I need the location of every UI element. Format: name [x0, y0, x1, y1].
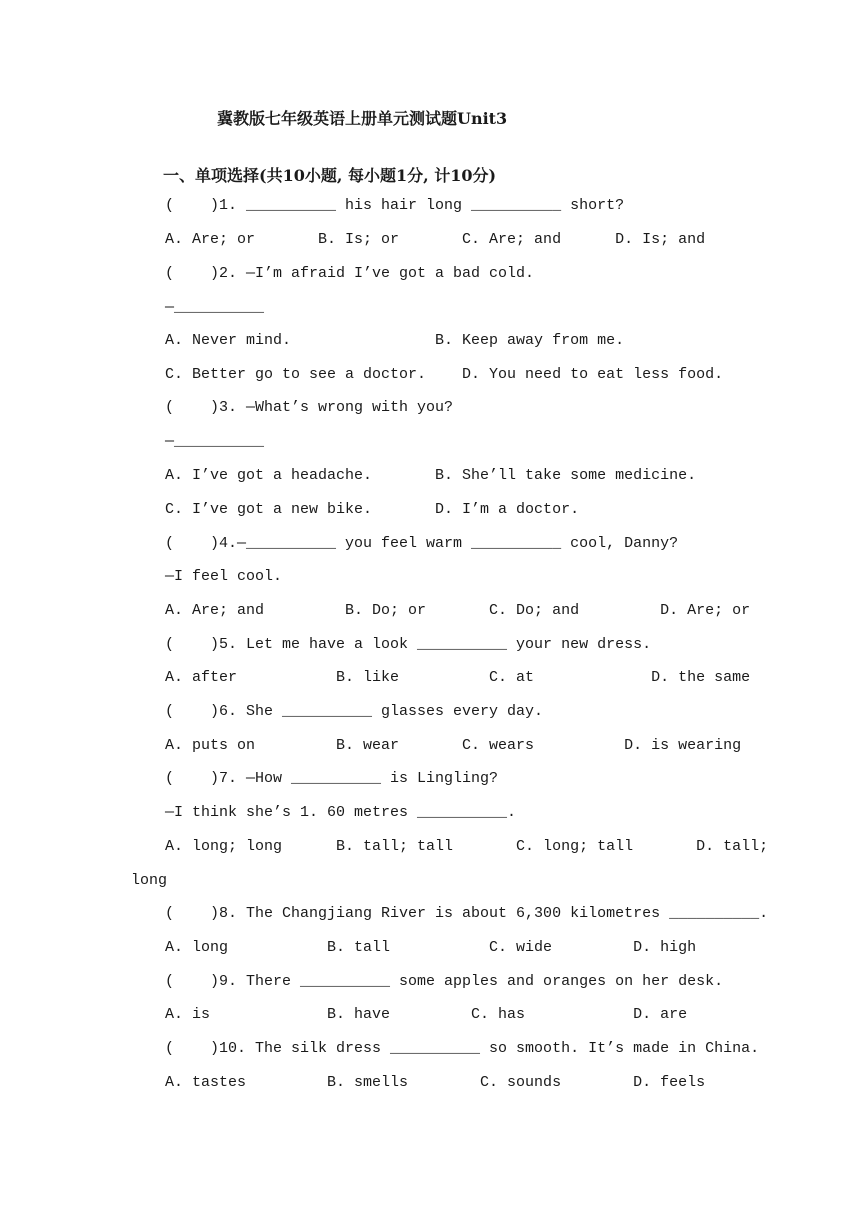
q3-options-cd: C. I’ve got a new bike. D. I’m a doctor. [165, 501, 580, 518]
q2-stem: ( )2. —I’m afraid I’ve got a bad cold. [165, 265, 535, 282]
q2-answer-blank: —__________ [165, 299, 265, 316]
q7-options-wrap: long [131, 872, 168, 889]
q7-answer-blank: —I think she’s 1. 60 metres __________. [165, 804, 517, 821]
q8-stem: ( )8. The Changjiang River is about 6,300 kilometres __________. [165, 905, 769, 922]
q1-options: A. Are; or B. Is; or C. Are; and D. Is; and [165, 231, 706, 248]
q9-options: A. is B. have C. has D. are [165, 1006, 688, 1023]
q4-stem: ( )4.—__________ you feel warm __________ cool, Danny? [165, 535, 679, 552]
q7-stem: ( )7. —How __________ is Lingling? [165, 770, 499, 787]
q5-stem: ( )5. Let me have a look __________ your new dress. [165, 636, 652, 653]
q6-stem: ( )6. She __________ glasses every day. [165, 703, 544, 720]
q3-stem: ( )3. —What’s wrong with you? [165, 399, 454, 416]
q3-options-ab: A. I’ve got a headache. B. She’ll take some medicine. [165, 467, 697, 484]
q2-options-ab: A. Never mind. B. Keep away from me. [165, 332, 625, 349]
q5-options: A. after B. like C. at D. the same [165, 669, 751, 686]
q4-answer: —I feel cool. [165, 568, 283, 585]
q3-answer-blank: —__________ [165, 433, 265, 450]
q10-stem: ( )10. The silk dress __________ so smooth. It’s made in China. [165, 1040, 760, 1057]
q10-options: A. tastes B. smells C. sounds D. feels [165, 1074, 706, 1091]
q6-options: A. puts on B. wear C. wears D. is wearing [165, 737, 742, 754]
q1-stem: ( )1. __________ his hair long __________ short? [165, 197, 625, 214]
q2-options-cd: C. Better go to see a doctor. D. You need to eat less food. [165, 366, 724, 383]
page-title: 冀教版七年级英语上册单元测试题Unit3 [217, 109, 508, 128]
q9-stem: ( )9. There __________ some apples and oranges on her desk. [165, 973, 724, 990]
section-heading: 一、单项选择(共10小题, 每小题1分, 计10分) [163, 166, 497, 185]
q8-options: A. long B. tall C. wide D. high [165, 939, 697, 956]
q7-options: A. long; long B. tall; tall C. long; tall D. tall; [165, 838, 769, 855]
q4-options: A. Are; and B. Do; or C. Do; and D. Are; or [165, 602, 751, 619]
